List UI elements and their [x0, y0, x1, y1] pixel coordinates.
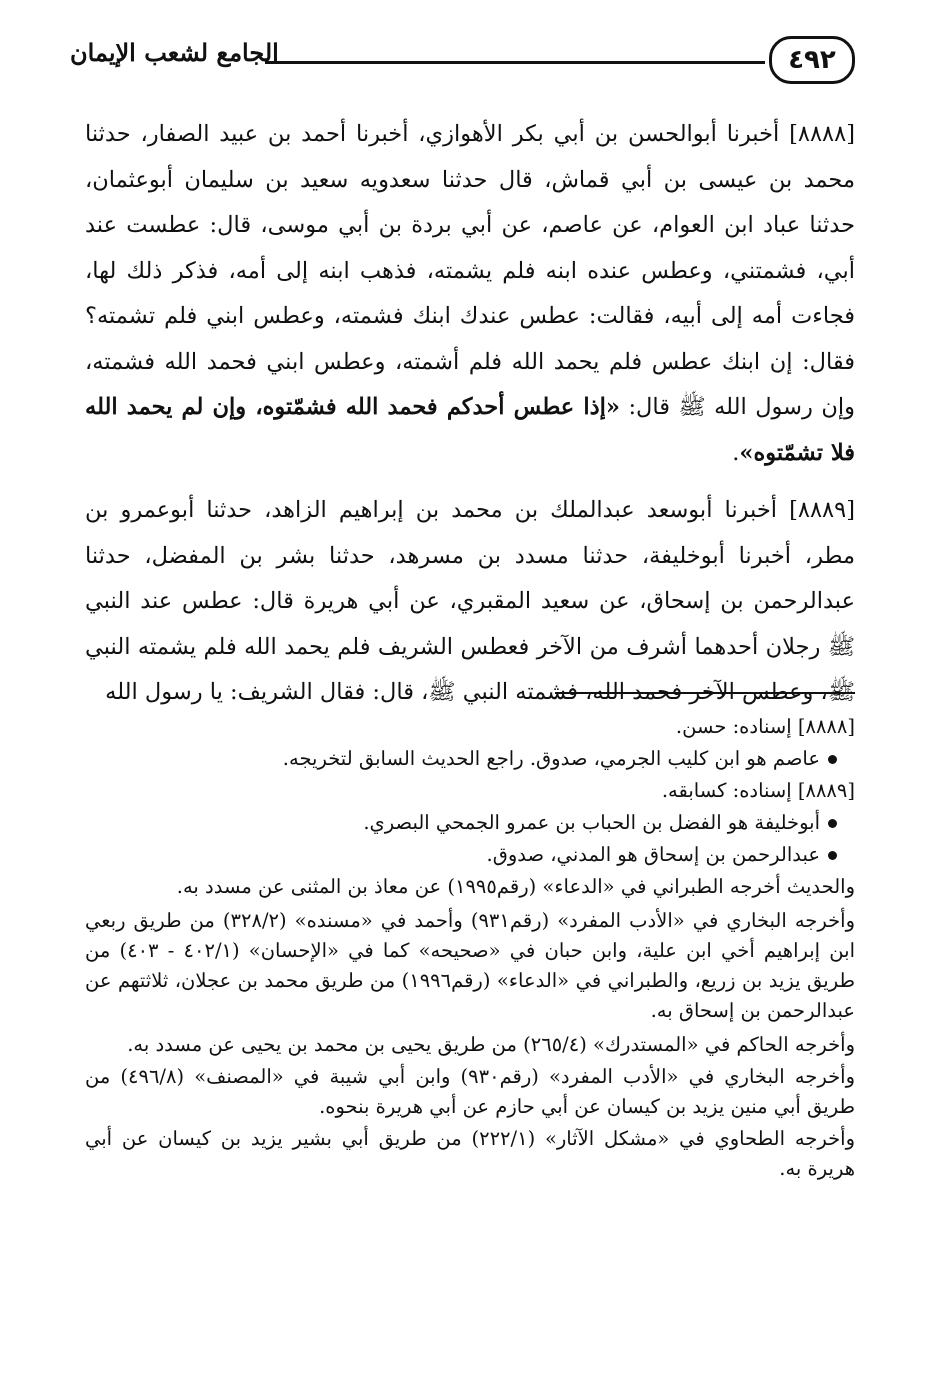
footnote-bullet [85, 744, 855, 774]
hadith-end: . [732, 439, 740, 466]
header-rule [265, 61, 765, 64]
hadith-number: [٨٨٨٨] [789, 121, 856, 147]
footnote-bullet-text: أبوخليفة هو الفضل بن الحباب بن عمرو الجمحي البصري. [363, 811, 820, 834]
hadith-8889 [85, 488, 855, 716]
footnote-bullet [85, 840, 855, 870]
footnote-paragraph: والحديث أخرجه الطبراني في «الدعاء» (رقم١٩٩٥) عن معاذ بن المثنى عن مسدد به. [176, 875, 855, 898]
bullet-dot [828, 755, 837, 764]
hadith-text: أخبرنا أبوسعد عبدالملك بن محمد بن إبراهيم الزاهد، حدثنا أبوعمرو بن مطر، أخبرنا أبوخليفة، حدثنا مسدد بن مسرهد، حدثنا بشر بن المفضل، حدثنا عبدالرحمن بن إسحاق، عن سعيد المقبري، عن أبي هريرة قال: عطس عند النبي ﷺ رجلان أحدهما أشرف من الآخر فعطس الشريف فلم يحمد الله فلم يشمته النبي ﷺ، وعطس الآخر فحمد الله، فشمته النبي ﷺ، قال: فقال الشريف: يا رسول الله [85, 497, 855, 705]
footnote-heading-8889: [٨٨٨٩] إسناده: كسابقه. [661, 779, 855, 802]
hadith-8888 [85, 112, 855, 476]
hadith-number: [٨٨٨٩] [789, 497, 855, 523]
footnote-paragraph: وأخرجه البخاري في «الأدب المفرد» (رقم٩٣٠) وابن أبي شيبة في «المصنف» (٤٩٦/٨) من طريق أبي منين يزيد بن كيسان عن أبي حازم عن أبي هريرة بنحوه. [85, 1065, 855, 1118]
page-header [70, 34, 855, 94]
page-number: ٤٩٢ [769, 36, 855, 84]
main-text [85, 112, 855, 716]
footnote-bullet-text: عبدالرحمن بن إسحاق هو المدني، صدوق. [486, 843, 820, 866]
hadith-text: أخبرنا أبوالحسن بن أبي بكر الأهوازي، أخبرنا أحمد بن عبيد الصفار، حدثنا محمد بن عيسى بن أبي قماش، قال حدثنا سعدويه سعيد بن سليمان أبوعثمان، حدثنا عباد ابن العوام، عن عاصم، عن أبي بردة بن أبي موسى، قال: عطست عند أبي، فشمتني، وعطس عنده ابنه فلم يشمته، فذهب ابنه إلى أمه، فذكر ذلك لها، فجاءت أمه إلى أبيه، فقالت: عطس عندك ابنك فشمته، وعطس ابني فلم تشمته؟ فقال: إن ابنك عطس فلم يحمد الله فلم أشمته، وعطس ابني فحمد الله فشمته، وإن رسول الله ﷺ قال: [85, 121, 856, 420]
footnote-bullet [85, 808, 855, 838]
book-title: الجامع لشعب الإيمان [70, 38, 279, 67]
footnote-paragraph: وأخرجه البخاري في «الأدب المفرد» (رقم٩٣١) وأحمد في «مسنده» (٣٢٨/٢) من طريق ربعي ابن إبراهيم أخي ابن علية، وابن حبان في «صحيحه» كما في «الإحسان» (٤٠٢/١ - ٤٠٣) من طريق يزيد بن زريع، والطبراني في «الدعاء» (رقم١٩٩٦) من طريق محمد بن عجلان، ثلاثتهم عن عبدالرحمن بن إسحاق به. [85, 909, 856, 1022]
footnote-paragraph: وأخرجه الحاكم في «المستدرك» (٢٦٥/٤) من طريق يحيى بن محمد بن يحيى عن مسدد به. [127, 1033, 855, 1056]
footnote-heading-8888: [٨٨٨٨] إسناده: حسن. [675, 715, 855, 738]
prophetic-quote: «إذا عطس أحدكم فحمد الله فشمّتوه، وإن لم يحمد الله فلا تشمّتوه» [85, 394, 855, 466]
footnote-bullet-text: عاصم هو ابن كليب الجرمي، صدوق. راجع الحديث السابق لتخريجه. [282, 747, 820, 770]
footnotes [85, 712, 855, 1186]
bullet-dot [828, 819, 837, 828]
footnote-paragraph: وأخرجه الطحاوي في «مشكل الآثار» (٢٢٢/١) من طريق أبي بشير يزيد بن كيسان عن أبي هريرة به. [85, 1127, 855, 1180]
bullet-dot [828, 851, 837, 860]
footnote-divider [555, 692, 855, 694]
